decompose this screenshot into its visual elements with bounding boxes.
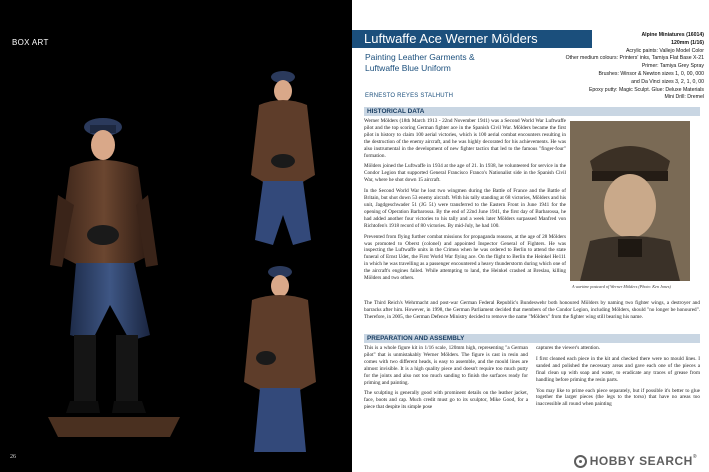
paragraph: The Third Reich's Wehrmacht and post-war German Federal Republic's Bundeswehr both honoured Mölders by naming two fighter wings, a destroyer and barracks after him. However, in 1998, the German Parliament decided that members of the Condor Legion, including Mölders, should "no longer be honoured". Therefore, in 2005, the German Defence Ministry decided to remove the name "Mölders" from the fighter wing still bearing his name. — [364, 300, 700, 320]
kit-specs — [529, 32, 704, 102]
spec-line: Mini Drill: Dremel — [664, 94, 704, 101]
figure-photo-lower — [230, 262, 330, 452]
paragraph: In the Second World War he lost two wingmen during the Battle of France and the Battle of Britain, but shot down 53 enemy aircraft. With his tally standing at 68 victories, Mölders and his unit, Jagdgeschwader 51 (JG 51) were transferred to the Eastern Front in June 1941 for the opening of Operation Barbarossa. By the end of 22nd June 1941, the first day of Barbarossa, he had added another four victories to his tally and a week later Mölders surpassed Manfred von Richtofen's 1918 record of 80 victories. By mid-July, he had 100. — [364, 188, 566, 229]
historical-text-full — [364, 300, 700, 325]
watermark: HOBBY SEARCH® — [574, 454, 697, 468]
preparation-heading: PREPARATION AND ASSEMBLY — [364, 334, 700, 343]
portrait-image — [570, 121, 690, 281]
page-number: 26 — [10, 454, 16, 460]
paragraph: Werner Mölders (18th March 1913 - 22nd November 1941) was a Second World War Luftwaffe pilot and the top scoring German fighter ace in the Spanish Civil War. Mölders became the first pilot in history to claim 100 aerial victories, which is 100 aerial combat encounters resulting in the destruction of the enemy aircraft, and he was highly decorated for his achievements. He was also instrumental in the development of new fighter tactics that led to the famous "finger-four" formation. — [364, 118, 566, 159]
box-art-label: BOX ART — [12, 38, 49, 47]
left-page — [0, 0, 352, 472]
paragraph: captures the viewer's attention. — [536, 345, 601, 351]
figure-photo-upper — [235, 65, 330, 260]
article-title: Luftwaffe Ace Werner Mölders — [364, 31, 538, 46]
kit-scale: 120mm (1/16) — [671, 39, 704, 46]
portrait-photo — [570, 121, 690, 281]
prep-text-left — [364, 345, 528, 415]
historical-data-heading: HISTORICAL DATA — [364, 107, 700, 116]
portrait-caption: A wartime postcard of Werner Mölders (Photo: Ken Jones) — [572, 284, 671, 289]
article-subtitle: Painting Leather Garments & Luftwaffe Blue Uniform — [365, 52, 475, 73]
spec-line: and Da Vinci sizes 3, 2, 1, 0, 00 — [631, 78, 704, 85]
paragraph: I first cleaned each piece in the kit and checked there were no mould lines. I sanded and polished the necessary areas and gave each one of the pieces a final clean up with soap and water, to eradicate any traces of grease from handling before priming the resin parts. — [536, 355, 700, 383]
hobby-search-logo-icon — [574, 455, 587, 468]
paragraph: You may like to prime each piece separately, but if possible it's better to glue together the larger pieces (the legs to the torso) that have no areas too inaccessible all round when painting — [536, 387, 700, 408]
spec-line: Primer: Tamiya Grey Spray — [641, 63, 704, 70]
kit-name: Alpine Miniatures (16014) — [641, 32, 704, 38]
spec-line: Other medium colours: Printers' inks, Tamiya Flat Base X-21 — [565, 55, 704, 62]
spec-line: Brushes: Winsor & Newton sizes 1, 0, 00, 000 — [598, 70, 704, 77]
historical-text-column — [364, 118, 566, 286]
spec-line: Acrylic paints: Vallejo Model Color — [625, 47, 704, 54]
paragraph: Mölders joined the Luftwaffe in 1934 at the age of 21. In 1938, he volunteered for service in the Condor Legion that supported General Francisco Franco's Nationalist side in the Spanish Civil War, where he shot down 15 aircraft. — [364, 163, 566, 184]
spec-line: Epoxy putty: Magic Sculpt. Glue: Deluxe Materials — [588, 86, 704, 93]
article-author: ERNESTO REYES STALHUTH — [365, 93, 454, 99]
paragraph: This is a whole figure kit in 1/16 scale, 120mm high, representing "a German pilot" that is unmistakably Werner Mölders. The figure is cast in resin and comes with two different heads, is easy to assemble, and the mould lines are almost invisible. It is a high quality piece and doesn't require too much putty for the joints and also not too much sanding to finish the surfaces ready for priming and painting. — [364, 345, 528, 386]
paragraph: The sculpting is generally good with prominent details on the leather jacket, face, boots and cap. Much credit must go to its sculptor, Mike Good, for a piece that despite its simple pose — [364, 390, 528, 411]
prep-text-right — [536, 345, 700, 412]
full-figure-photo — [40, 105, 190, 440]
right-page — [352, 0, 709, 472]
paragraph: Prevented from flying further combat missions for propaganda reasons, at the age of 28 Mölders was promoted to Oberst (colonel) and appointed Inspector General of Fighters. He was inspecting the Luftwaffe units in the Crimea when he was ordered to Berlin to attend the state funeral of Ernst Udet, the First World War flying ace. On the flight to Berlin the Heinkel He111 in which he was travelling as a passenger encountered a heavy thunderstorm during which one of the aircraft's engines failed. While attempting to land, the Heinkel crashed at Breslau, killing Mölders and two others. — [364, 233, 566, 282]
